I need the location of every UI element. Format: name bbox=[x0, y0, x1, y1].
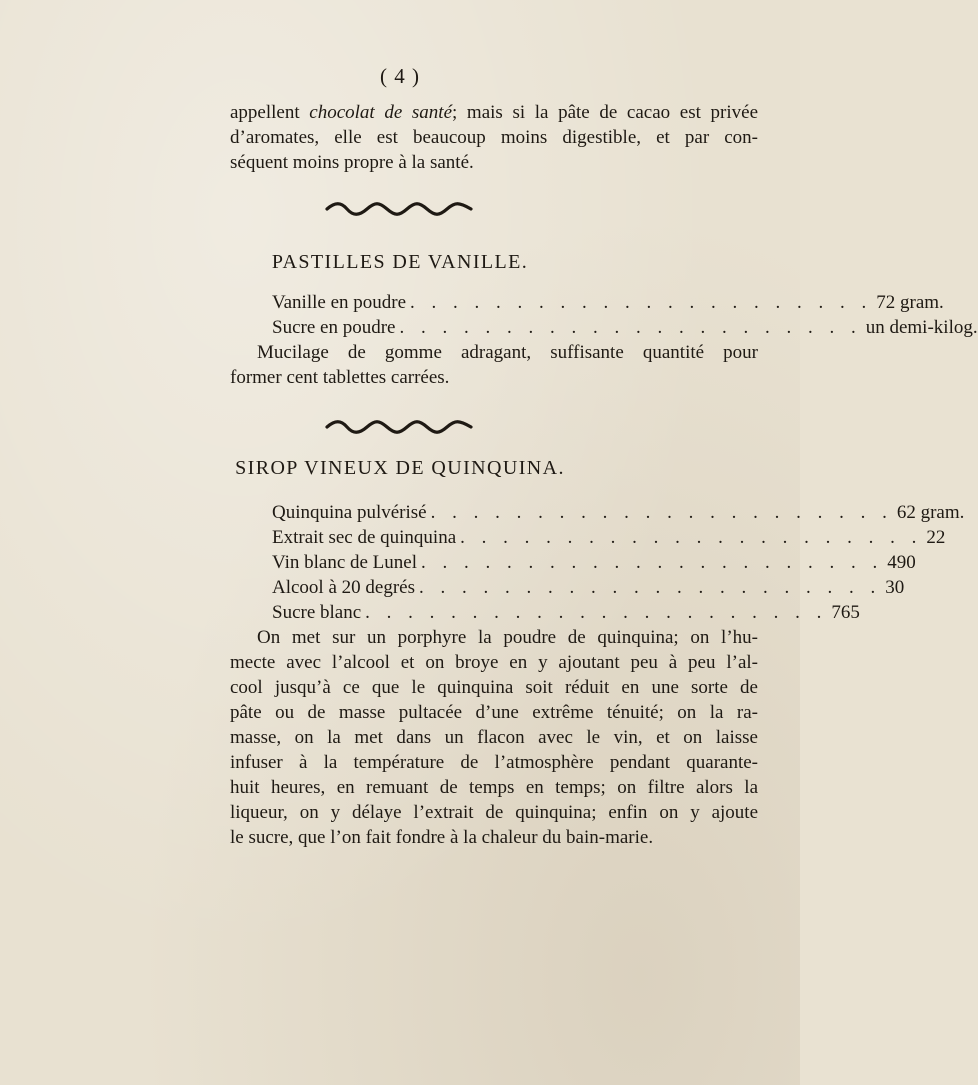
method-line: masse, on la met dans un flacon avec le vin, et on laisse bbox=[230, 727, 758, 748]
leader-dots: . . . . . . . . . . . . . . . . . . . . . . bbox=[430, 502, 893, 523]
section-title-vanille: PASTILLES DE VANILLE. bbox=[271, 251, 529, 273]
vanille-note-line-1: Mucilage de gomme adragant, suffisante quantité pour bbox=[257, 342, 758, 363]
quinquina-method bbox=[230, 625, 758, 850]
method-line: liqueur, on y délaye l’extrait de quinquina; enfin on y ajoute bbox=[230, 802, 758, 823]
method-line: huit heures, en remuant de temps en temps; on filtre alors la bbox=[230, 777, 758, 798]
ingredient-row bbox=[272, 550, 916, 575]
intro-line-2: d’aromates, elle est beaucoup moins digestible, et par con- bbox=[230, 127, 758, 148]
ingredient-list-quinquina bbox=[272, 500, 965, 625]
ingredient-row bbox=[272, 525, 946, 550]
section-title-quinquina: SIROP VINEUX DE QUINQUINA. bbox=[235, 457, 565, 479]
method-line: infuser à la température de l’atmosphère pendant quarante- bbox=[230, 752, 758, 773]
ingredient-list-vanille bbox=[272, 290, 978, 340]
wave-ornament-icon bbox=[325, 202, 475, 216]
ingredient-quantity: 62 gram. bbox=[896, 502, 965, 523]
ornament-divider bbox=[0, 420, 800, 439]
ornament-divider bbox=[0, 202, 800, 221]
ingredient-quantity: 490 bbox=[887, 552, 916, 573]
ingredient-name: Sucre blanc bbox=[272, 602, 362, 623]
ingredient-name: Quinquina pulvérisé bbox=[272, 502, 427, 523]
vanille-note bbox=[230, 340, 758, 390]
leader-dots: . . . . . . . . . . . . . . . . . . . . . . bbox=[365, 602, 828, 623]
method-line: mecte avec l’alcool et on broye en y ajoutant peu à peu l’al- bbox=[230, 652, 758, 673]
vanille-note-line-2: former cent tablettes carrées. bbox=[230, 367, 450, 388]
ingredient-name: Vanille en poudre bbox=[272, 292, 407, 313]
ingredient-name: Sucre en poudre bbox=[272, 317, 396, 338]
leader-dots: . . . . . . . . . . . . . . . . . . . . . . bbox=[410, 292, 873, 313]
leader-dots: . . . . . . . . . . . . . . . . . . . . . . bbox=[460, 527, 923, 548]
intro-line-1: appellent chocolat de santé; mais si la pâte de cacao est privée bbox=[230, 102, 759, 123]
leader-dots: . . . . . . . . . . . . . . . . . . . . . . bbox=[418, 577, 882, 598]
ingredient-row bbox=[272, 600, 860, 625]
ingredient-name: Extrait sec de quinquina bbox=[272, 527, 457, 548]
ingredient-quantity: 22 bbox=[926, 527, 946, 548]
ingredient-row bbox=[272, 575, 905, 600]
wave-ornament-icon bbox=[325, 420, 475, 434]
leader-dots: . . . . . . . . . . . . . . . . . . . . . . bbox=[421, 552, 884, 573]
method-line: cool jusqu’à ce que le quinquina soit réduit en une sorte de bbox=[230, 677, 758, 698]
leader-dots: . . . . . . . . . . . . . . . . . . . . . . bbox=[399, 317, 862, 338]
page-number: ( 4 ) bbox=[380, 64, 420, 88]
intro-line-3: séquent moins propre à la santé. bbox=[230, 152, 474, 173]
ingredient-name: Vin blanc de Lunel bbox=[272, 552, 418, 573]
ingredient-quantity: 30 bbox=[885, 577, 905, 598]
method-line: On met sur un porphyre la poudre de quinquina; on l’hu- bbox=[257, 627, 758, 648]
intro-paragraph bbox=[230, 100, 758, 175]
method-line: pâte ou de masse pultacée d’une extrême ténuité; on la ra- bbox=[230, 702, 758, 723]
ingredient-quantity: 72 gram. bbox=[876, 292, 944, 313]
intro-italic-phrase: chocolat de santé bbox=[309, 102, 453, 123]
ingredient-quantity: 765 bbox=[831, 602, 860, 623]
ingredient-quantity: un demi-kilog. bbox=[865, 317, 978, 338]
ingredient-row bbox=[272, 290, 944, 315]
ingredient-name: Alcool à 20 degrés bbox=[272, 577, 415, 598]
method-line: le sucre, que l’on fait fondre à la chaleur du bain-marie. bbox=[230, 827, 654, 848]
ingredient-row bbox=[272, 315, 978, 340]
ingredient-row bbox=[272, 500, 965, 525]
